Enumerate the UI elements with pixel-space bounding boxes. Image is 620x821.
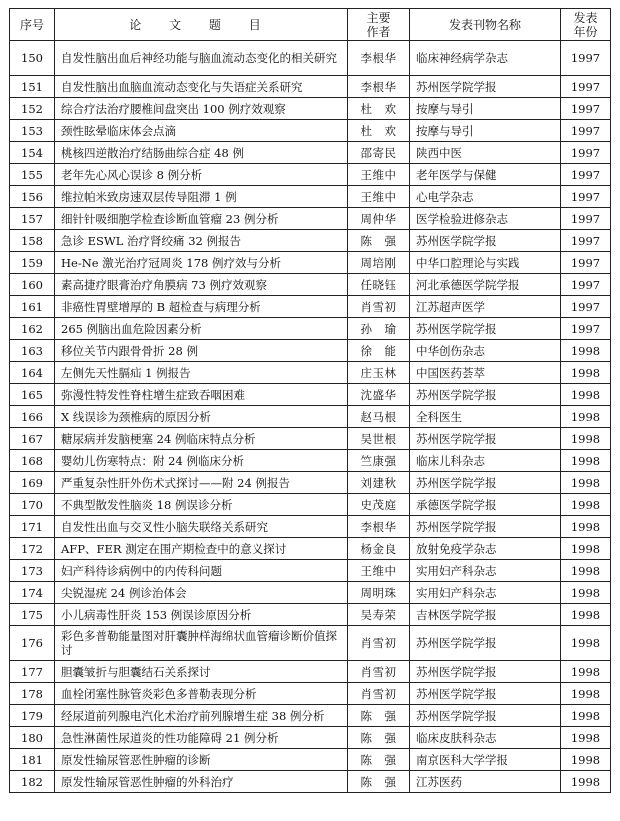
cell-title: 自发性脑出血脑血流动态变化与失语症关系研究 [55,76,348,98]
cell-author: 杜 欢 [348,120,410,142]
cell-author: 周培刚 [348,252,410,274]
cell-year: 1998 [561,450,611,472]
table-row [10,340,611,362]
cell-title: 自发性出血与交叉性小脑失联络关系研究 [55,516,348,538]
cell-title: 细针针吸细胞学检查诊断血管瘤 23 例分析 [55,208,348,230]
table-row [10,472,611,494]
cell-author: 竺康强 [348,450,410,472]
cell-journal: 心电学杂志 [410,186,561,208]
cell-title: 小儿病毒性肝炎 153 例误诊原因分析 [55,604,348,626]
cell-author: 吴寿荣 [348,604,410,626]
cell-no: 180 [10,727,55,749]
cell-author: 庄玉林 [348,362,410,384]
cell-no: 154 [10,142,55,164]
cell-title: He-Ne 激光治疗冠周炎 178 例疗效与分析 [55,252,348,274]
cell-author: 王维中 [348,164,410,186]
cell-no: 162 [10,318,55,340]
cell-author: 李根华 [348,41,410,76]
cell-year: 1998 [561,538,611,560]
cell-author: 陈 强 [348,727,410,749]
cell-title: 非癌性胃壁增厚的 B 超检查与病理分析 [55,296,348,318]
table-row [10,683,611,705]
cell-title: 自发性脑出血后神经功能与脑血流动态变化的相关研究 [55,41,348,76]
cell-no: 182 [10,771,55,793]
cell-no: 152 [10,98,55,120]
cell-journal: 中华口腔理论与实践 [410,252,561,274]
cell-no: 165 [10,384,55,406]
cell-year: 1998 [561,683,611,705]
cell-journal: 临床神经病学杂志 [410,41,561,76]
cell-year: 1998 [561,582,611,604]
table-row [10,705,611,727]
cell-journal: 苏州医学院学报 [410,230,561,252]
cell-no: 159 [10,252,55,274]
cell-year: 1998 [561,604,611,626]
table-row [10,120,611,142]
cell-title: 急诊 ESWL 治疗肾绞痛 32 例报告 [55,230,348,252]
table-body [10,41,611,793]
cell-title: 维拉帕米致房速双层传导阻滞 1 例 [55,186,348,208]
cell-title: 不典型散发性脑炎 18 例误诊分析 [55,494,348,516]
cell-journal: 陕西中医 [410,142,561,164]
table-row [10,428,611,450]
cell-journal: 苏州医学院学报 [410,428,561,450]
cell-author: 王维中 [348,560,410,582]
cell-author: 杜 欢 [348,98,410,120]
cell-journal: 医学检验进修杂志 [410,208,561,230]
cell-author: 李根华 [348,76,410,98]
table-row [10,538,611,560]
cell-year: 1997 [561,142,611,164]
cell-title: 原发性输尿管恶性肿瘤的外科治疗 [55,771,348,793]
cell-journal: 苏州医学院学报 [410,76,561,98]
header-row [10,9,611,41]
cell-journal: 苏州医学院学报 [410,318,561,340]
cell-author: 徐 能 [348,340,410,362]
cell-title: 原发性输尿管恶性肿瘤的诊断 [55,749,348,771]
cell-no: 171 [10,516,55,538]
cell-no: 161 [10,296,55,318]
header-no: 序号 [10,9,55,41]
table-row [10,771,611,793]
cell-no: 177 [10,661,55,683]
cell-year: 1998 [561,705,611,727]
cell-journal: 苏州医学院学报 [410,705,561,727]
cell-no: 175 [10,604,55,626]
cell-year: 1997 [561,208,611,230]
cell-journal: 河北承德医学院学报 [410,274,561,296]
cell-journal: 老年医学与保健 [410,164,561,186]
cell-author: 肖雪初 [348,683,410,705]
cell-year: 1997 [561,120,611,142]
header-title-text: 论 文 题 目 [129,17,273,32]
cell-author: 王维中 [348,186,410,208]
cell-no: 156 [10,186,55,208]
table-row [10,230,611,252]
cell-no: 172 [10,538,55,560]
cell-author: 邵寄民 [348,142,410,164]
cell-title: AFP、FER 测定在围产期检查中的意义探讨 [55,538,348,560]
cell-journal: 全科医生 [410,406,561,428]
cell-journal: 中国医药荟萃 [410,362,561,384]
table-row [10,362,611,384]
cell-journal: 苏州医学院学报 [410,472,561,494]
cell-no: 166 [10,406,55,428]
cell-journal: 南京医科大学学报 [410,749,561,771]
cell-author: 陈 强 [348,230,410,252]
table-row [10,208,611,230]
publication-table [9,8,611,793]
cell-title: 彩色多普勒能量图对肝囊肿样海绵状血管瘤诊断价值探讨 [55,626,348,661]
header-journal: 发表刊物名称 [410,9,561,41]
table-row [10,661,611,683]
cell-title: 综合疗法治疗腰椎间盘突出 100 例疗效观察 [55,98,348,120]
table-row [10,76,611,98]
cell-author: 杨金良 [348,538,410,560]
cell-journal: 承德医学院学报 [410,494,561,516]
cell-no: 176 [10,626,55,661]
cell-journal: 临床儿科杂志 [410,450,561,472]
cell-year: 1997 [561,318,611,340]
cell-author: 史茂庭 [348,494,410,516]
cell-title: 血栓闭塞性脉管炎彩色多普勒表现分析 [55,683,348,705]
cell-no: 158 [10,230,55,252]
cell-journal: 苏州医学院学报 [410,683,561,705]
table-row [10,494,611,516]
table-row [10,252,611,274]
cell-title: 左侧先天性膈疝 1 例报告 [55,362,348,384]
cell-year: 1998 [561,494,611,516]
cell-title: 弥漫性特发性脊柱增生症致吞咽困难 [55,384,348,406]
cell-year: 1997 [561,252,611,274]
cell-no: 169 [10,472,55,494]
cell-author: 赵马根 [348,406,410,428]
cell-no: 181 [10,749,55,771]
cell-title: 妇产科待诊病例中的内传科问题 [55,560,348,582]
cell-author: 陈 强 [348,749,410,771]
cell-title: 婴幼儿伤寒特点：附 24 例临床分析 [55,450,348,472]
cell-year: 1997 [561,164,611,186]
cell-title: 移位关节内跟骨骨折 28 例 [55,340,348,362]
cell-year: 1997 [561,41,611,76]
cell-title: 颈性眩晕临床体会点滴 [55,120,348,142]
table-row [10,450,611,472]
cell-no: 173 [10,560,55,582]
cell-year: 1998 [561,727,611,749]
cell-year: 1998 [561,406,611,428]
cell-no: 170 [10,494,55,516]
cell-journal: 苏州医学院学报 [410,626,561,661]
cell-author: 吴世根 [348,428,410,450]
table-row [10,164,611,186]
cell-title: 急性淋菌性尿道炎的性功能障碍 21 例分析 [55,727,348,749]
cell-author: 陈 强 [348,771,410,793]
cell-no: 151 [10,76,55,98]
cell-year: 1997 [561,296,611,318]
cell-no: 160 [10,274,55,296]
cell-journal: 按摩与导引 [410,120,561,142]
table-row [10,274,611,296]
cell-author: 孙 瑜 [348,318,410,340]
cell-author: 周仲华 [348,208,410,230]
header-year: 发表 年份 [561,9,611,41]
cell-author: 周明珠 [348,582,410,604]
cell-year: 1998 [561,626,611,661]
cell-author: 陈 强 [348,705,410,727]
cell-no: 155 [10,164,55,186]
cell-author: 肖雪初 [348,626,410,661]
cell-year: 1998 [561,384,611,406]
cell-journal: 放射免疫学杂志 [410,538,561,560]
cell-year: 1998 [561,340,611,362]
cell-author: 沈盛华 [348,384,410,406]
table-row [10,318,611,340]
table-row [10,560,611,582]
table-row [10,406,611,428]
cell-journal: 临床皮肤科杂志 [410,727,561,749]
cell-author: 刘建秋 [348,472,410,494]
cell-no: 163 [10,340,55,362]
table-row [10,749,611,771]
cell-title: 尖锐湿疣 24 例诊治体会 [55,582,348,604]
cell-journal: 实用妇产科杂志 [410,560,561,582]
cell-year: 1998 [561,661,611,683]
cell-title: 265 例脑出血危险因素分析 [55,318,348,340]
cell-title: 老年先心风心误诊 8 例分析 [55,164,348,186]
cell-year: 1997 [561,186,611,208]
cell-year: 1998 [561,428,611,450]
cell-title: 糖尿病并发脑梗塞 24 例临床特点分析 [55,428,348,450]
cell-journal: 按摩与导引 [410,98,561,120]
table-row [10,626,611,661]
table-row [10,41,611,76]
cell-year: 1997 [561,76,611,98]
table-row [10,582,611,604]
cell-title: 严重复杂性肝外伤术式探讨——附 24 例报告 [55,472,348,494]
table-row [10,384,611,406]
table-row [10,186,611,208]
cell-year: 1998 [561,362,611,384]
cell-journal: 苏州医学院学报 [410,384,561,406]
cell-no: 178 [10,683,55,705]
cell-year: 1997 [561,274,611,296]
cell-title: X 线误诊为颈椎病的原因分析 [55,406,348,428]
cell-no: 174 [10,582,55,604]
cell-no: 150 [10,41,55,76]
cell-no: 153 [10,120,55,142]
cell-title: 桃核四逆散治疗结肠曲综合症 48 例 [55,142,348,164]
cell-year: 1998 [561,472,611,494]
cell-journal: 江苏超声医学 [410,296,561,318]
cell-journal: 江苏医药 [410,771,561,793]
table-row [10,142,611,164]
cell-year: 1998 [561,771,611,793]
table-row [10,727,611,749]
table-row [10,604,611,626]
cell-year: 1998 [561,749,611,771]
header-author: 主要 作者 [348,9,410,41]
cell-year: 1997 [561,98,611,120]
cell-title: 经尿道前列腺电汽化术治疗前列腺增生症 38 例分析 [55,705,348,727]
cell-journal: 苏州医学院学报 [410,516,561,538]
cell-year: 1998 [561,516,611,538]
cell-journal: 实用妇产科杂志 [410,582,561,604]
cell-author: 任晓钰 [348,274,410,296]
cell-journal: 苏州医学院学报 [410,661,561,683]
cell-no: 164 [10,362,55,384]
table-row [10,516,611,538]
cell-year: 1997 [561,230,611,252]
cell-no: 179 [10,705,55,727]
cell-no: 157 [10,208,55,230]
header-title [55,9,348,41]
table-row [10,98,611,120]
table-row [10,296,611,318]
document-page [9,8,610,793]
cell-journal: 中华创伤杂志 [410,340,561,362]
cell-author: 肖雪初 [348,661,410,683]
cell-author: 肖雪初 [348,296,410,318]
cell-no: 167 [10,428,55,450]
cell-year: 1998 [561,560,611,582]
cell-title: 胆囊皱折与胆囊结石关系探讨 [55,661,348,683]
cell-author: 李根华 [348,516,410,538]
cell-title: 素高捷疗眼膏治疗角膜病 73 例疗效观察 [55,274,348,296]
cell-no: 168 [10,450,55,472]
cell-journal: 吉林医学院学报 [410,604,561,626]
